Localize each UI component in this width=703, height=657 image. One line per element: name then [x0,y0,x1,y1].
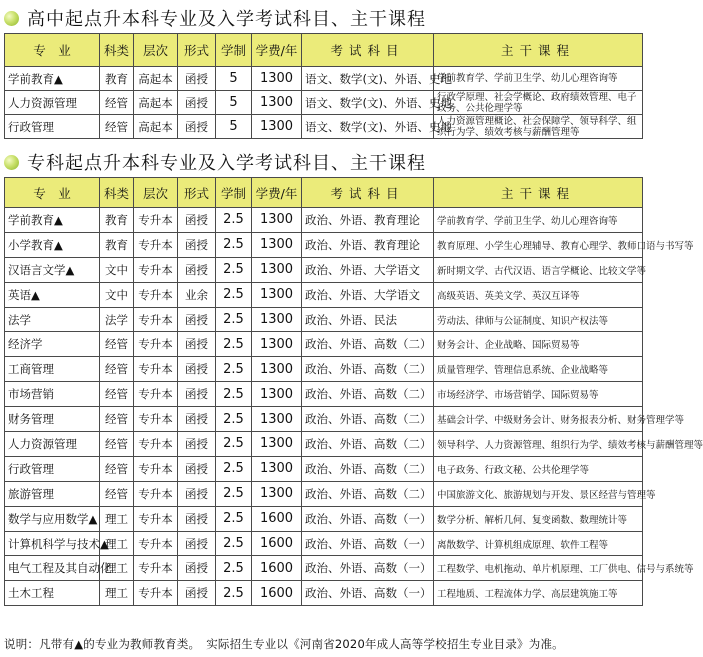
column-header: 专 业 [5,34,100,67]
table-cell: 5 [216,67,252,91]
table-row [5,531,643,556]
table-cell: 专升本 [134,531,178,556]
table-cell: 政治、外语、大学语文 [302,282,434,307]
table-cell: 函授 [178,115,216,139]
table-cell: 经管 [100,481,134,506]
table-cell: 政治、外语、高数（二） [302,407,434,432]
table-cell: 专升本 [134,456,178,481]
table-cell: 1600 [252,506,302,531]
table-cell: 1300 [252,357,302,382]
section1-table [4,33,643,139]
table-cell: 经管 [100,407,134,432]
table-cell: 政治、外语、高数（二） [302,332,434,357]
table-cell: 5 [216,115,252,139]
table-cell: 1300 [252,382,302,407]
table-cell: 函授 [178,208,216,233]
table-cell: 经管 [100,456,134,481]
table-cell: 中国旅游文化、旅游规划与开发、景区经营与管理等 [434,481,643,506]
table-cell: 函授 [178,382,216,407]
table-cell: 函授 [178,407,216,432]
table-cell: 教育原理、小学生心理辅导、教育心理学、教师口语与书写等 [434,232,643,257]
table-cell: 行政学原理、社会学概论、政府绩效管理、电子政务、公共伦理学等 [434,91,643,115]
table-cell: 1300 [252,91,302,115]
table-row [5,232,643,257]
table-row [5,432,643,457]
table-cell: 英语▲ [5,282,100,307]
table-cell: 专升本 [134,556,178,581]
table-cell: 文中 [100,257,134,282]
table-cell: 2.5 [216,407,252,432]
table-cell: 基础会计学、中级财务会计、财务报表分析、财务管理学等 [434,407,643,432]
table-cell: 2.5 [216,257,252,282]
table-cell: 专升本 [134,581,178,606]
table-cell: 函授 [178,232,216,257]
table-cell: 政治、外语、高数（二） [302,357,434,382]
column-header: 考试科目 [302,34,434,67]
table-cell: 语文、数学(文)、外语、史地 [302,115,434,139]
table-row [5,307,643,332]
table-cell: 函授 [178,432,216,457]
table-cell: 电子政务、行政文秘、公共伦理学等 [434,456,643,481]
table-cell: 1300 [252,407,302,432]
table-cell: 1300 [252,282,302,307]
table-cell: 汉语言文学▲ [5,257,100,282]
table-cell: 专升本 [134,232,178,257]
table-cell: 专升本 [134,382,178,407]
table-cell: 2.5 [216,208,252,233]
table-cell: 高级英语、英美文学、英汉互译等 [434,282,643,307]
table-cell: 教育 [100,208,134,233]
table-cell: 业余 [178,282,216,307]
table-cell: 1300 [252,208,302,233]
column-header: 主干课程 [434,34,643,67]
table-cell: 专升本 [134,357,178,382]
table-cell: 领导科学、人力资源管理、组织行为学、绩效考核与薪酬管理等 [434,432,643,457]
column-header: 形式 [178,178,216,208]
table-cell: 人力资源管理 [5,91,100,115]
table-row [5,208,643,233]
table-cell: 函授 [178,531,216,556]
table-cell: 离散数学、计算机组成原理、软件工程等 [434,531,643,556]
bullet-icon [4,11,19,26]
table-cell: 小学教育▲ [5,232,100,257]
table-cell: 函授 [178,581,216,606]
table-cell: 新时期文学、古代汉语、语言学概论、比较文学等 [434,257,643,282]
table-cell: 旅游管理 [5,481,100,506]
table-cell: 经济学 [5,332,100,357]
table-cell: 专升本 [134,506,178,531]
table-cell: 数学分析、解析几何、复变函数、数理统计等 [434,506,643,531]
column-header: 主干课程 [434,178,643,208]
table-cell: 经管 [100,115,134,139]
table-row [5,382,643,407]
bullet-icon [4,155,19,170]
table-cell: 市场经济学、市场营销学、国际贸易等 [434,382,643,407]
table-cell: 经管 [100,382,134,407]
column-header: 专 业 [5,178,100,208]
table-cell: 函授 [178,67,216,91]
column-header: 形式 [178,34,216,67]
column-header: 学费/年 [252,34,302,67]
table-cell: 教育 [100,232,134,257]
table-cell: 政治、外语、高数（一） [302,581,434,606]
table-cell: 理工 [100,581,134,606]
table-cell: 人力资源管理 [5,432,100,457]
table-cell: 政治、外语、高数（二） [302,481,434,506]
table-cell: 专升本 [134,282,178,307]
table-cell: 2.5 [216,357,252,382]
table-cell: 政治、外语、教育理论 [302,232,434,257]
table-cell: 1300 [252,481,302,506]
table-cell: 2.5 [216,432,252,457]
table-cell: 人力资源管理概论、社会保障学、领导科学、组织行为学、绩效考核与薪酬管理等 [434,115,643,139]
table-cell: 2.5 [216,506,252,531]
table-cell: 财务管理 [5,407,100,432]
table-header-row [5,178,643,208]
column-header: 学费/年 [252,178,302,208]
table-cell: 函授 [178,556,216,581]
table-cell: 专升本 [134,407,178,432]
table-cell: 理工 [100,556,134,581]
table-cell: 函授 [178,481,216,506]
table-cell: 2.5 [216,382,252,407]
table-row [5,481,643,506]
table-row [5,282,643,307]
table-row [5,67,643,91]
table-row [5,332,643,357]
column-header: 考试科目 [302,178,434,208]
table-cell: 函授 [178,91,216,115]
table-cell: 数学与应用数学▲ [5,506,100,531]
table-cell: 政治、外语、高数（二） [302,382,434,407]
table-cell: 经管 [100,332,134,357]
section2-title: 专科起点升本科专业及入学考试科目、主干课程 [27,153,426,174]
table-row [5,506,643,531]
table-cell: 1600 [252,531,302,556]
table-cell: 政治、外语、高数（一） [302,506,434,531]
table-cell: 行政管理 [5,456,100,481]
table-cell: 2.5 [216,307,252,332]
table-cell: 5 [216,91,252,115]
table-cell: 1600 [252,581,302,606]
table-cell: 政治、外语、教育理论 [302,208,434,233]
section1-heading [4,6,426,30]
table-cell: 计算机科学与技术▲ [5,531,100,556]
table-cell: 学前教育▲ [5,67,100,91]
table-cell: 工商管理 [5,357,100,382]
table-cell: 函授 [178,332,216,357]
table-cell: 函授 [178,257,216,282]
table-row [5,456,643,481]
table-cell: 质量管理学、管理信息系统、企业战略等 [434,357,643,382]
table-cell: 工程地质、工程流体力学、高层建筑施工等 [434,581,643,606]
column-header: 层次 [134,178,178,208]
table-cell: 1300 [252,232,302,257]
table-cell: 2.5 [216,332,252,357]
column-header: 科类 [100,34,134,67]
table-cell: 2.5 [216,581,252,606]
table-cell: 电气工程及其自动化 [5,556,100,581]
table-cell: 政治、外语、高数（二） [302,456,434,481]
table-cell: 语文、数学(文)、外语、史地 [302,67,434,91]
table-cell: 2.5 [216,456,252,481]
column-header: 学制 [216,34,252,67]
table-cell: 2.5 [216,531,252,556]
table-cell: 专升本 [134,332,178,357]
table-row [5,581,643,606]
table-row [5,257,643,282]
column-header: 层次 [134,34,178,67]
footnote: 说明：凡带有▲的专业为教师教育类。 实际招生专业以《河南省2020年成人高等学校招生专业目录》为准。 [4,637,564,651]
table-row [5,407,643,432]
section2-table [4,177,703,606]
table-cell: 经管 [100,432,134,457]
column-header: 科类 [100,178,134,208]
table-row [5,91,643,115]
table-cell: 高起本 [134,67,178,91]
table-cell: 教育 [100,67,134,91]
table-cell: 函授 [178,307,216,332]
table-cell: 1300 [252,332,302,357]
table-cell: 1300 [252,67,302,91]
table-cell: 理工 [100,531,134,556]
table-cell: 专升本 [134,257,178,282]
section2-heading [4,150,426,174]
table-cell: 专升本 [134,432,178,457]
table-cell: 高起本 [134,115,178,139]
table-cell: 语文、数学(文)、外语、史地 [302,91,434,115]
table-cell: 经管 [100,91,134,115]
table-cell: 专升本 [134,307,178,332]
section1-title: 高中起点升本科专业及入学考试科目、主干课程 [27,9,426,30]
table-cell: 2.5 [216,556,252,581]
table-cell: 行政管理 [5,115,100,139]
table-cell: 法学 [5,307,100,332]
table-cell: 2.5 [216,282,252,307]
table-cell: 高起本 [134,91,178,115]
table-cell: 文中 [100,282,134,307]
table-cell: 政治、外语、高数（一） [302,556,434,581]
table-cell: 1300 [252,432,302,457]
table-cell: 函授 [178,456,216,481]
column-header: 学制 [216,178,252,208]
table-cell: 经管 [100,357,134,382]
table-cell: 函授 [178,357,216,382]
table-cell: 1300 [252,257,302,282]
table-row [5,556,643,581]
table-cell: 劳动法、律师与公证制度、知识产权法等 [434,307,643,332]
table-cell: 学前教育学、学前卫生学、幼儿心理咨询等 [434,67,643,91]
table-cell: 工程数学、电机拖动、单片机原理、工厂供电、信号与系统等 [434,556,643,581]
table-cell: 政治、外语、高数（一） [302,531,434,556]
table-row [5,115,643,139]
table-cell: 1600 [252,556,302,581]
table-cell: 法学 [100,307,134,332]
table-row [5,357,643,382]
table-cell: 政治、外语、大学语文 [302,257,434,282]
table-cell: 1300 [252,115,302,139]
table-cell: 政治、外语、高数（二） [302,432,434,457]
table-cell: 1300 [252,456,302,481]
table-cell: 学前教育▲ [5,208,100,233]
table-cell: 理工 [100,506,134,531]
table-cell: 1300 [252,307,302,332]
table-cell: 财务会计、企业战略、国际贸易等 [434,332,643,357]
table-cell: 专升本 [134,208,178,233]
table-cell: 政治、外语、民法 [302,307,434,332]
table-cell: 2.5 [216,232,252,257]
table-cell: 学前教育学、学前卫生学、幼儿心理咨询等 [434,208,643,233]
table-cell: 专升本 [134,481,178,506]
table-cell: 2.5 [216,481,252,506]
table-cell: 市场营销 [5,382,100,407]
table-cell: 函授 [178,506,216,531]
table-header-row [5,34,643,67]
table-cell: 土木工程 [5,581,100,606]
